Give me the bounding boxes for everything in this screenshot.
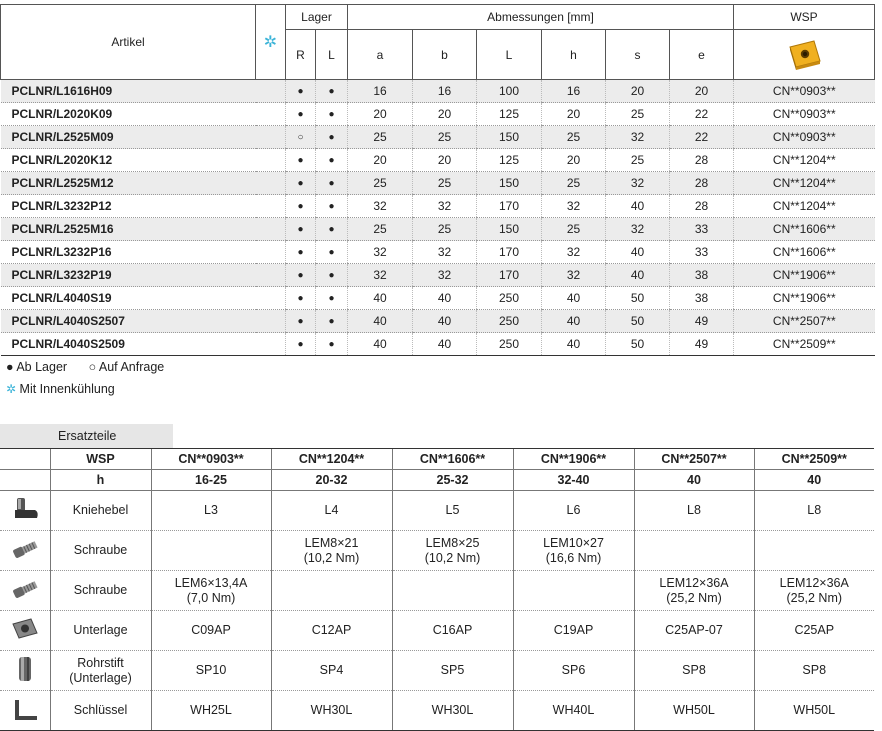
- dim-e-cell: 38: [670, 287, 734, 310]
- artikel-cell: PCLNR/L2525M09: [1, 126, 256, 149]
- lager-l-cell: ●: [316, 333, 348, 356]
- cooling-cell: [256, 287, 286, 310]
- spare-part-value: WH25L: [151, 691, 271, 731]
- lager-l-cell: ●: [316, 80, 348, 103]
- wsp-cell: CN**1204**: [734, 195, 875, 218]
- dim-s-cell: 40: [606, 241, 670, 264]
- spare-part-row: [0, 651, 874, 691]
- spare-part-row: [0, 571, 874, 611]
- dim-h-cell: 16: [542, 80, 606, 103]
- dim-s-cell: 32: [606, 126, 670, 149]
- spare-h-row: [0, 470, 874, 491]
- artikel-cell: PCLNR/L4040S2507: [1, 310, 256, 333]
- wsp-cell: CN**1204**: [734, 149, 875, 172]
- cooling-cell: [256, 195, 286, 218]
- artikel-cell: PCLNR/L2020K09: [1, 103, 256, 126]
- spare-part-value: L4: [271, 491, 392, 531]
- spare-wsp-cell: CN**2509**: [754, 449, 874, 470]
- dim-s-cell: 25: [606, 149, 670, 172]
- artikel-cell: PCLNR/L3232P16: [1, 241, 256, 264]
- dim-b-cell: 40: [413, 310, 477, 333]
- cooling-cell: [256, 218, 286, 241]
- spare-parts-table: [0, 448, 874, 731]
- spare-part-value: SP5: [392, 651, 513, 691]
- wsp-cell: CN**1204**: [734, 172, 875, 195]
- cooling-cell: [256, 80, 286, 103]
- table-row: [1, 333, 875, 356]
- shim-icon: [0, 611, 50, 651]
- spare-part-value: LEM8×25 (10,2 Nm): [392, 531, 513, 571]
- spare-part-value: WH30L: [271, 691, 392, 731]
- dim-s-cell: 40: [606, 264, 670, 287]
- spare-part-value: L5: [392, 491, 513, 531]
- dim-a-cell: 40: [348, 333, 413, 356]
- lager-r-cell: ●: [286, 195, 316, 218]
- wsp-cell: CN**1606**: [734, 241, 875, 264]
- dim-h-cell: 40: [542, 310, 606, 333]
- spare-parts-title: Ersatzteile: [0, 424, 173, 448]
- spare-part-row: [0, 691, 874, 731]
- dim-h-cell: 32: [542, 264, 606, 287]
- dim-b-cell: 20: [413, 149, 477, 172]
- spare-part-value: LEM10×27 (16,6 Nm): [513, 531, 634, 571]
- legend-cooling: [6, 382, 115, 396]
- artikel-cell: PCLNR/L3232P19: [1, 264, 256, 287]
- spare-part-value: C16AP: [392, 611, 513, 651]
- lager-l-cell: ●: [316, 310, 348, 333]
- dim-L-cell: 170: [477, 195, 542, 218]
- spare-part-value: SP8: [634, 651, 754, 691]
- dim-s-cell: 50: [606, 310, 670, 333]
- table-row: [1, 149, 875, 172]
- artikel-cell: PCLNR/L4040S2509: [1, 333, 256, 356]
- dim-b-cell: 32: [413, 241, 477, 264]
- cooling-cell: [256, 149, 286, 172]
- dim-h-header: h: [542, 30, 606, 80]
- dim-e-cell: 33: [670, 218, 734, 241]
- spare-part-value: [392, 571, 513, 611]
- spare-part-row: [0, 611, 874, 651]
- table-row: [1, 103, 875, 126]
- table-row: [1, 241, 875, 264]
- dim-s-cell: 50: [606, 287, 670, 310]
- dim-h-cell: 20: [542, 149, 606, 172]
- dim-h-cell: 20: [542, 103, 606, 126]
- artikel-cell: PCLNR/L4040S19: [1, 287, 256, 310]
- lager-r-cell: ○: [286, 126, 316, 149]
- spare-part-value: [634, 531, 754, 571]
- dim-b-cell: 40: [413, 333, 477, 356]
- artikel-cell: PCLNR/L2020K12: [1, 149, 256, 172]
- insert-icon: [784, 37, 824, 73]
- lager-header: Lager: [286, 5, 348, 30]
- abmessungen-header: Abmessungen [mm]: [348, 5, 734, 30]
- lager-r-cell: ●: [286, 172, 316, 195]
- wsp-header: WSP: [734, 5, 875, 30]
- spare-part-value: L6: [513, 491, 634, 531]
- lager-r-cell: ●: [286, 333, 316, 356]
- dim-s-header: s: [606, 30, 670, 80]
- dim-e-cell: 28: [670, 195, 734, 218]
- dim-a-cell: 25: [348, 126, 413, 149]
- spare-part-value: LEM8×21 (10,2 Nm): [271, 531, 392, 571]
- spare-icon-header: [0, 470, 50, 491]
- spare-wsp-cell: CN**2507**: [634, 449, 754, 470]
- spare-part-value: SP8: [754, 651, 874, 691]
- dim-a-cell: 40: [348, 310, 413, 333]
- legend-stock: [6, 360, 182, 374]
- dim-e-cell: 33: [670, 241, 734, 264]
- lager-l-cell: ●: [316, 287, 348, 310]
- dim-b-cell: 25: [413, 218, 477, 241]
- artikel-cell: PCLNR/L2525M12: [1, 172, 256, 195]
- legend-ab-lager: ● Ab Lager: [6, 360, 68, 374]
- cooling-cell: [256, 126, 286, 149]
- table-row: [1, 218, 875, 241]
- spare-part-value: [151, 531, 271, 571]
- dim-L-cell: 125: [477, 149, 542, 172]
- legend-auf-anfrage: ○ Auf Anfrage: [88, 360, 165, 374]
- wsp-cell: CN**2509**: [734, 333, 875, 356]
- lager-r-cell: ●: [286, 218, 316, 241]
- lager-r-cell: ●: [286, 264, 316, 287]
- dim-e-cell: 22: [670, 126, 734, 149]
- cooling-cell: [256, 310, 286, 333]
- dim-e-cell: 49: [670, 333, 734, 356]
- dim-L-header: L: [477, 30, 542, 80]
- screw-icon: [0, 531, 50, 571]
- dim-L-cell: 250: [477, 310, 542, 333]
- lager-l-cell: ●: [316, 241, 348, 264]
- table-row: [1, 310, 875, 333]
- lager-l-cell: ●: [316, 195, 348, 218]
- dim-s-cell: 40: [606, 195, 670, 218]
- spare-part-value: LEM12×36A (25,2 Nm): [634, 571, 754, 611]
- spare-part-name: Schraube: [50, 571, 151, 611]
- dim-L-cell: 125: [477, 103, 542, 126]
- wsp-cell: CN**0903**: [734, 80, 875, 103]
- artikel-cell: PCLNR/L2525M16: [1, 218, 256, 241]
- lager-r-cell: ●: [286, 310, 316, 333]
- spare-part-value: LEM12×36A (25,2 Nm): [754, 571, 874, 611]
- wsp-cell: CN**2507**: [734, 310, 875, 333]
- cooling-cell: [256, 264, 286, 287]
- dim-h-cell: 40: [542, 333, 606, 356]
- dim-L-cell: 250: [477, 287, 542, 310]
- spare-part-value: SP4: [271, 651, 392, 691]
- dim-L-cell: 150: [477, 172, 542, 195]
- table-row: [1, 126, 875, 149]
- dim-a-cell: 16: [348, 80, 413, 103]
- lager-l-cell: ●: [316, 172, 348, 195]
- dim-L-cell: 250: [477, 333, 542, 356]
- dim-L-cell: 150: [477, 218, 542, 241]
- lager-l-cell: ●: [316, 126, 348, 149]
- spare-part-value: L3: [151, 491, 271, 531]
- dim-e-cell: 20: [670, 80, 734, 103]
- spare-part-value: [754, 531, 874, 571]
- spare-part-name: Unterlage: [50, 611, 151, 651]
- dim-L-cell: 150: [477, 126, 542, 149]
- dim-a-cell: 25: [348, 218, 413, 241]
- dim-h-cell: 40: [542, 287, 606, 310]
- dim-a-cell: 20: [348, 103, 413, 126]
- knee-lever-icon: [0, 491, 50, 531]
- spare-h-cell: 32-40: [513, 470, 634, 491]
- table-row: [1, 195, 875, 218]
- dim-e-cell: 38: [670, 264, 734, 287]
- spare-part-value: L8: [754, 491, 874, 531]
- spare-part-value: [271, 571, 392, 611]
- lager-r-cell: ●: [286, 241, 316, 264]
- spare-h-cell: 16-25: [151, 470, 271, 491]
- dim-s-cell: 50: [606, 333, 670, 356]
- dim-a-cell: 25: [348, 172, 413, 195]
- dim-a-cell: 32: [348, 264, 413, 287]
- wsp-cell: CN**1906**: [734, 264, 875, 287]
- artikel-cell: PCLNR/L3232P12: [1, 195, 256, 218]
- dim-s-cell: 25: [606, 103, 670, 126]
- dim-h-cell: 25: [542, 126, 606, 149]
- spare-wsp-label: WSP: [50, 449, 151, 470]
- hex-key-icon: [0, 691, 50, 731]
- spare-wsp-cell: CN**1606**: [392, 449, 513, 470]
- dim-a-cell: 20: [348, 149, 413, 172]
- spare-part-name: Kniehebel: [50, 491, 151, 531]
- cooling-cell: [256, 333, 286, 356]
- coolant-icon: ✲: [263, 34, 278, 51]
- table-row: [1, 172, 875, 195]
- cooling-cell: [256, 103, 286, 126]
- dim-b-cell: 16: [413, 80, 477, 103]
- wsp-cell: CN**1606**: [734, 218, 875, 241]
- dim-a-cell: 32: [348, 241, 413, 264]
- spare-part-value: C09AP: [151, 611, 271, 651]
- lager-r-cell: ●: [286, 80, 316, 103]
- dim-b-cell: 20: [413, 103, 477, 126]
- dim-b-cell: 25: [413, 172, 477, 195]
- spare-part-name: Rohrstift (Unterlage): [50, 651, 151, 691]
- spare-wsp-cell: CN**1906**: [513, 449, 634, 470]
- dim-h-cell: 25: [542, 172, 606, 195]
- product-table: [0, 4, 875, 356]
- lager-l-cell: ●: [316, 103, 348, 126]
- dim-b-cell: 32: [413, 195, 477, 218]
- dim-s-cell: 32: [606, 172, 670, 195]
- dim-b-cell: 32: [413, 264, 477, 287]
- spare-part-value: SP6: [513, 651, 634, 691]
- spare-part-value: [513, 571, 634, 611]
- spare-part-value: L8: [634, 491, 754, 531]
- spare-h-cell: 20-32: [271, 470, 392, 491]
- coolant-legend-icon: ✲: [6, 382, 17, 396]
- dim-h-cell: 25: [542, 218, 606, 241]
- dim-s-cell: 32: [606, 218, 670, 241]
- spare-part-name: Schraube: [50, 531, 151, 571]
- cooling-cell: [256, 172, 286, 195]
- dim-L-cell: 170: [477, 241, 542, 264]
- dim-a-header: a: [348, 30, 413, 80]
- dim-b-cell: 25: [413, 126, 477, 149]
- lager-r-header: R: [286, 30, 316, 80]
- artikel-header: Artikel: [1, 5, 256, 80]
- spare-part-value: C25AP: [754, 611, 874, 651]
- spare-wsp-cell: CN**1204**: [271, 449, 392, 470]
- legend-innenkuehlung: Mit Innenkühlung: [19, 382, 115, 396]
- dim-b-header: b: [413, 30, 477, 80]
- wsp-insert-cell: [734, 30, 875, 80]
- wsp-cell: CN**0903**: [734, 103, 875, 126]
- dim-b-cell: 40: [413, 287, 477, 310]
- spare-part-value: WH40L: [513, 691, 634, 731]
- spare-h-cell: 40: [634, 470, 754, 491]
- spare-part-value: C25AP-07: [634, 611, 754, 651]
- screw-icon: [0, 571, 50, 611]
- dim-e-cell: 28: [670, 149, 734, 172]
- dim-e-cell: 28: [670, 172, 734, 195]
- table-row: [1, 80, 875, 103]
- spare-wsp-cell: CN**0903**: [151, 449, 271, 470]
- table-row: [1, 287, 875, 310]
- dim-h-cell: 32: [542, 195, 606, 218]
- spare-h-label: h: [50, 470, 151, 491]
- dim-e-header: e: [670, 30, 734, 80]
- artikel-cell: PCLNR/L1616H09: [1, 80, 256, 103]
- tube-pin-icon: [0, 651, 50, 691]
- spare-part-value: SP10: [151, 651, 271, 691]
- spare-h-cell: 40: [754, 470, 874, 491]
- spare-part-value: LEM6×13,4A (7,0 Nm): [151, 571, 271, 611]
- dim-e-cell: 49: [670, 310, 734, 333]
- table-row: [1, 264, 875, 287]
- wsp-cell: CN**1906**: [734, 287, 875, 310]
- spare-wsp-row: [0, 449, 874, 470]
- lager-l-cell: ●: [316, 149, 348, 172]
- cooling-cell: [256, 241, 286, 264]
- spare-part-value: WH50L: [754, 691, 874, 731]
- dim-a-cell: 40: [348, 287, 413, 310]
- spare-icon-header: [0, 449, 50, 470]
- spare-h-cell: 25-32: [392, 470, 513, 491]
- spare-part-value: C19AP: [513, 611, 634, 651]
- dim-L-cell: 100: [477, 80, 542, 103]
- cooling-header: [256, 5, 286, 80]
- lager-r-cell: ●: [286, 149, 316, 172]
- lager-r-cell: ●: [286, 103, 316, 126]
- lager-l-header: L: [316, 30, 348, 80]
- spare-part-name: Schlüssel: [50, 691, 151, 731]
- dim-s-cell: 20: [606, 80, 670, 103]
- lager-l-cell: ●: [316, 264, 348, 287]
- lager-r-cell: ●: [286, 287, 316, 310]
- spare-part-value: WH30L: [392, 691, 513, 731]
- lager-l-cell: ●: [316, 218, 348, 241]
- wsp-cell: CN**0903**: [734, 126, 875, 149]
- spare-part-value: WH50L: [634, 691, 754, 731]
- dim-e-cell: 22: [670, 103, 734, 126]
- dim-h-cell: 32: [542, 241, 606, 264]
- dim-L-cell: 170: [477, 264, 542, 287]
- spare-part-row: [0, 491, 874, 531]
- spare-part-value: C12AP: [271, 611, 392, 651]
- spare-part-row: [0, 531, 874, 571]
- dim-a-cell: 32: [348, 195, 413, 218]
